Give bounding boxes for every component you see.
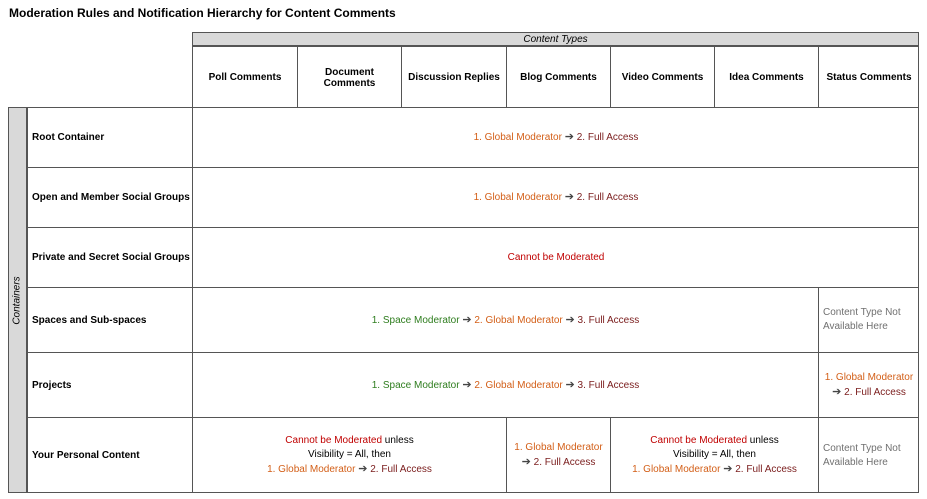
unless-text: unless [749,435,779,446]
projects-status-hierarchy [819,353,919,417]
full-access-text: 2. Full Access [370,464,432,475]
row-label-spaces: Spaces and Sub-spaces [32,314,147,326]
page-title: Moderation Rules and Notification Hierarchy for Content Comments [9,6,396,20]
private-groups-status: Cannot be Moderated [507,251,605,263]
right-arrow-icon: ➔ [462,378,472,391]
full-access-text: 2. Full Access [844,386,906,398]
full-access-text: 2. Full Access [533,457,596,468]
na-line1: Content Type Not [823,442,901,454]
global-moderator-text: 1. Global Moderator [632,464,721,475]
full-access-text: 2. Full Access [576,132,639,143]
col-header-status: Status Comments [826,72,912,83]
spaces-status-na [819,288,919,352]
open-groups-hierarchy [193,168,919,227]
right-arrow-icon: ➔ [723,463,733,475]
global-moderator-text: 2. Global Moderator [474,379,563,391]
na-line2: Available Here [823,456,888,468]
space-moderator-text: 1. Space Moderator [371,314,460,326]
projects-hierarchy [193,353,818,417]
right-arrow-icon: ➔ [521,456,531,468]
right-arrow-icon: ➔ [832,385,842,398]
right-arrow-icon: ➔ [564,131,574,143]
space-moderator-text: 1. Space Moderator [371,379,460,391]
right-arrow-icon: ➔ [564,191,574,203]
row-label-projects: Projects [32,379,72,391]
global-moderator-text: 1. Global Moderator [473,192,562,203]
cannot-moderate-text: Cannot be Moderated [650,435,748,446]
root-hierarchy [193,108,919,167]
row-label-open-groups: Open and Member Social Groups [32,192,190,203]
personal-status-na [819,418,919,493]
visibility-text: Visibility = All, then [308,449,391,460]
personal-group1 [193,418,506,493]
col-header-document: Document Comments [323,66,376,89]
unless-text: unless [384,435,414,446]
row-label-personal: Your Personal Content [32,450,140,461]
global-moderator-text: 1. Global Moderator [824,371,914,383]
full-access-text: 2. Full Access [576,192,639,203]
na-line2: Available Here [823,321,888,332]
full-access-text: 3. Full Access [577,379,640,391]
right-arrow-icon: ➔ [358,463,368,475]
right-arrow-icon: ➔ [565,313,575,326]
content-types-header: Content Types [192,32,919,46]
global-moderator-text: 1. Global Moderator [267,464,356,475]
col-header-blog: Blog Comments [520,72,597,83]
cannot-moderate-text: Cannot be Moderated [285,435,383,446]
spaces-hierarchy [193,288,818,352]
global-moderator-text: 2. Global Moderator [474,314,563,326]
col-header-idea: Idea Comments [729,72,804,83]
row-label-private-groups: Private and Secret Social Groups [32,252,190,263]
containers-label: Containers [12,275,24,325]
full-access-text: 2. Full Access [735,464,797,475]
na-line1: Content Type Not [823,307,901,318]
personal-group2 [611,418,818,493]
personal-blog [507,418,610,493]
row-label-root: Root Container [32,132,105,143]
global-moderator-text: 1. Global Moderator [514,442,603,453]
col-header-poll: Poll Comments [208,72,282,83]
visibility-text: Visibility = All, then [673,449,756,460]
col-header-discussion: Discussion Replies [408,72,500,83]
col-header-video: Video Comments [621,72,704,83]
right-arrow-icon: ➔ [462,313,472,326]
right-arrow-icon: ➔ [565,378,575,391]
full-access-text: 3. Full Access [577,314,640,326]
global-moderator-text: 1. Global Moderator [473,132,562,143]
